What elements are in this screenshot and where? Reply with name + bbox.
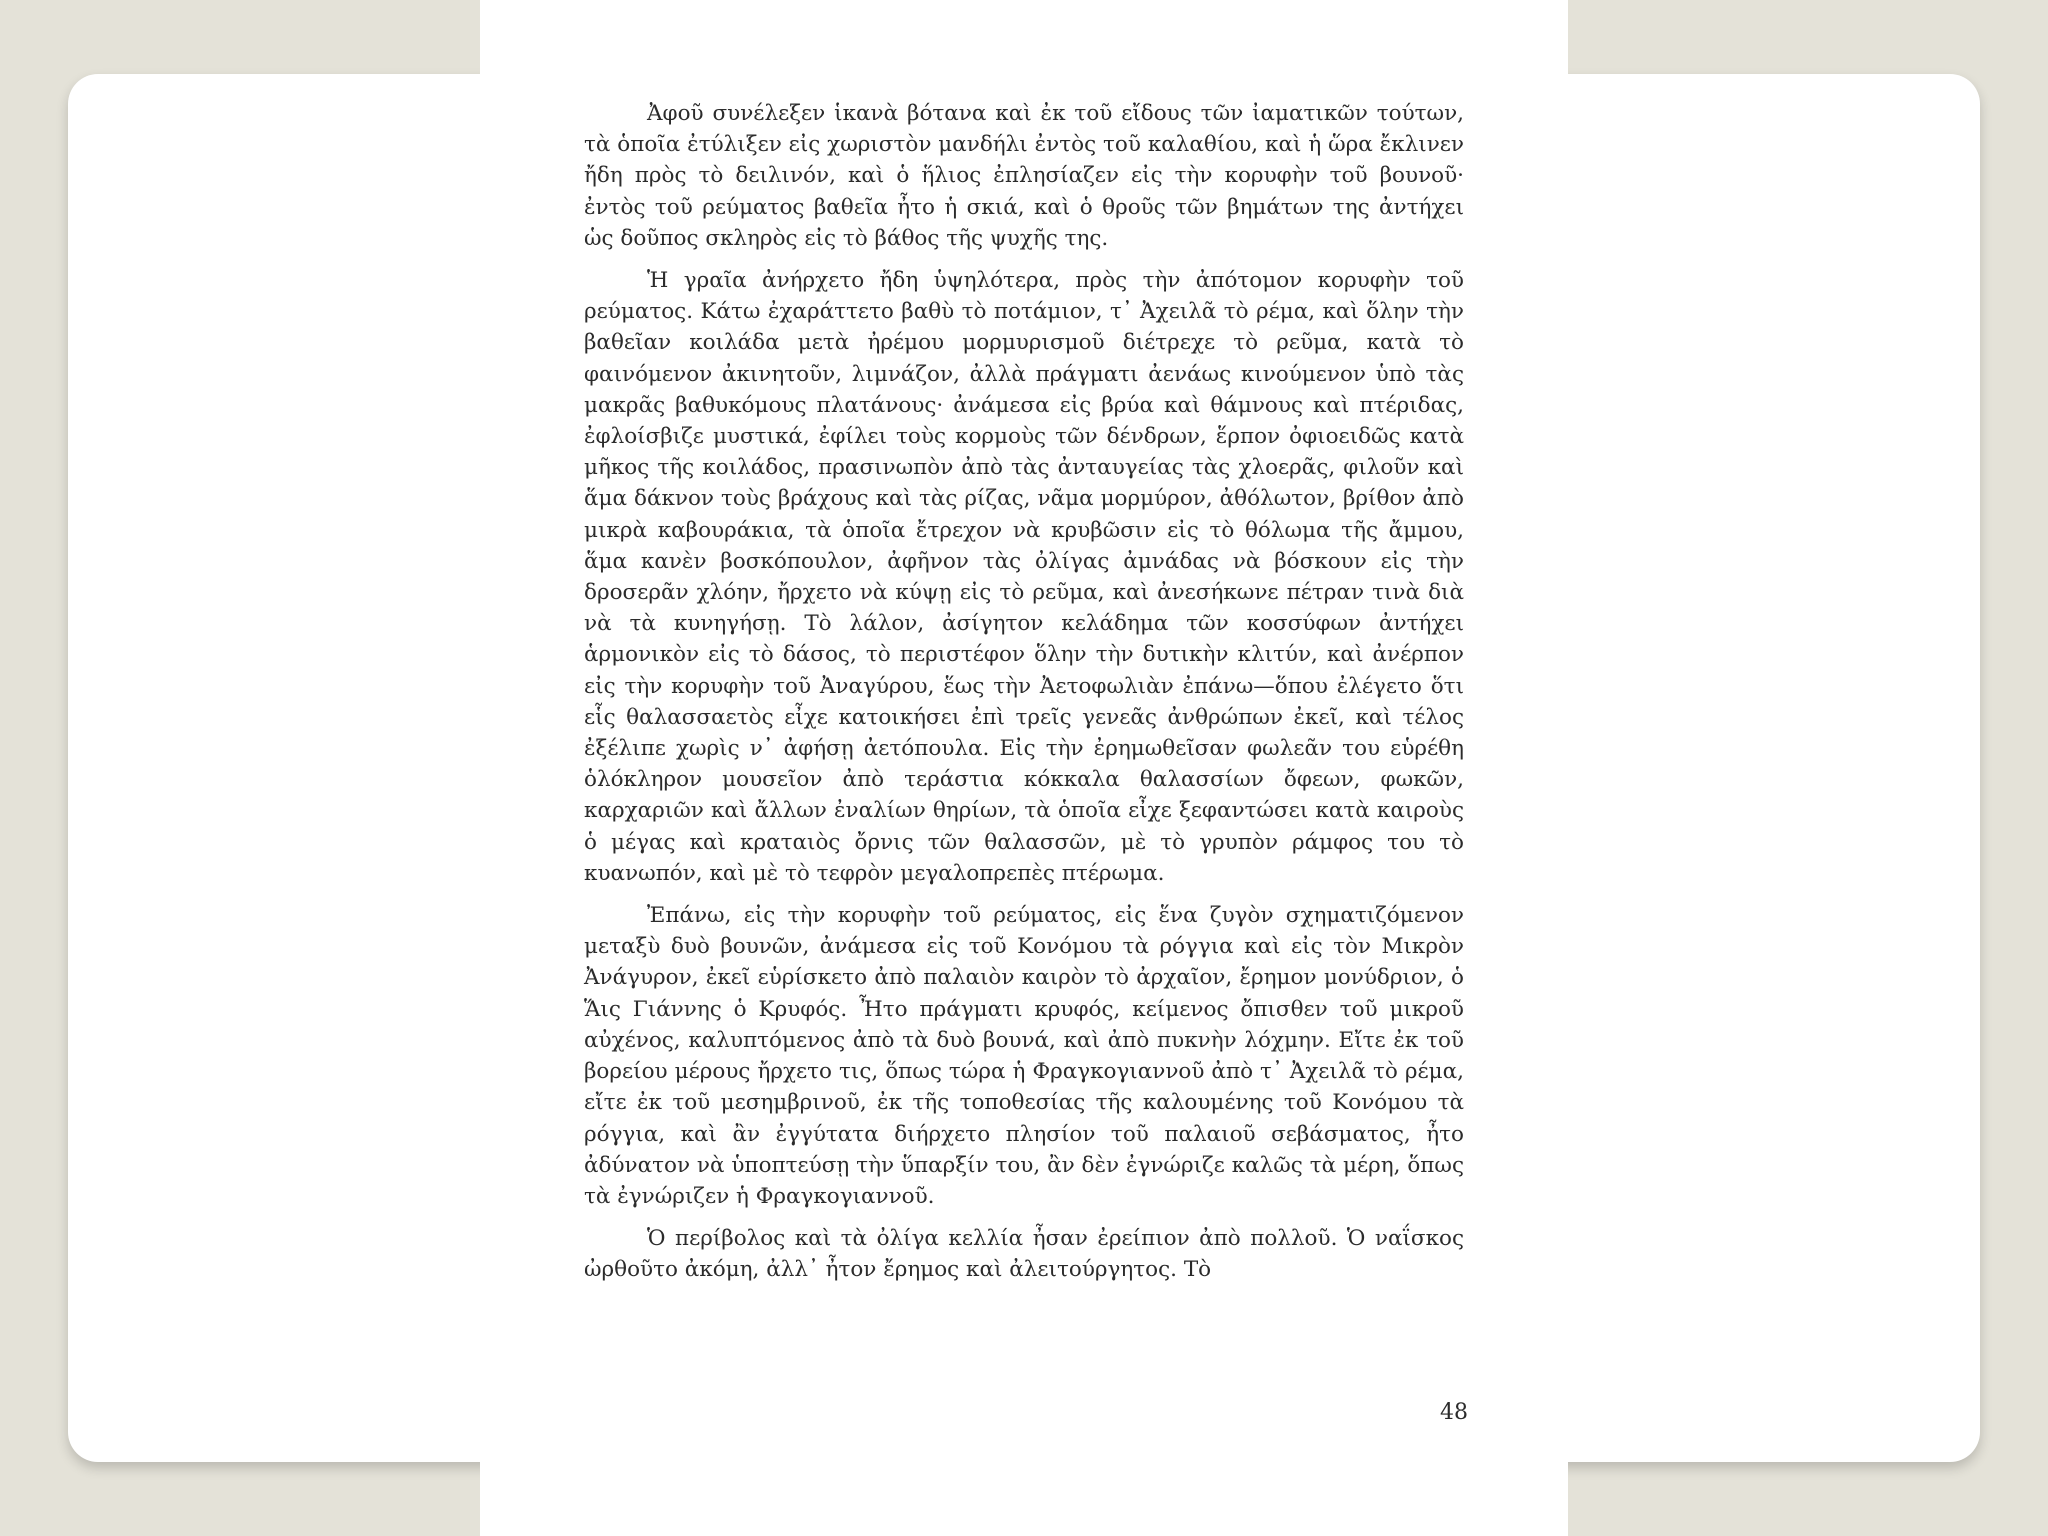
page-number: 48 <box>1440 1400 1468 1425</box>
document-page <box>480 0 1568 1536</box>
paragraph-3: Ἐπάνω, εἰς τὴν κορυφὴν τοῦ ρεύματος, εἰς ἕνα ζυγὸν σχηματιζόμενον μεταξὺ δυὸ βουνῶν, ἀνάμεσα εἰς τοῦ Κονόμου τὰ ρόγγια καὶ εἰς τὸν Μικρὸν Ἀνάγυρον, ἐκεῖ εὑρίσκετο ἀπὸ παλαιὸν καιρὸν τὸ ἀρχαῖον, ἔρημον μονύδριον, ὁ Ἅις Γιάννης ὁ Κρυφός. Ἦτο πράγματι κρυφός, κείμενος ὄπισθεν τοῦ μικροῦ αὐχένος, καλυπτόμενος ἀπὸ τὰ δυὸ βουνά, καὶ ἀπὸ πυκνὴν λόχμην. Εἴτε ἐκ τοῦ βορείου μέρους ἤρχετο τις, ὅπως τώρα ἡ Φραγκογιαννοῦ ἀπὸ τ᾽ Ἀχειλᾶ τὸ ρέμα, εἴτε ἐκ τοῦ μεσημβρινοῦ, ἐκ τῆς τοποθεσίας τῆς καλουμένης τοῦ Κονόμου τὰ ρόγγια, καὶ ἂν ἐγγύτατα διήρχετο πλησίον τοῦ παλαιοῦ σεβάσματος, ἦτο ἀδύνατον νὰ ὑποπτεύσῃ τὴν ὕπαρξίν του, ἂν δὲν ἐγνώριζε καλῶς τὰ μέρη, ὅπως τὰ ἐγνώριζεν ἡ Φραγκογιαννοῦ. <box>584 903 1464 1209</box>
paragraph-2: Ἡ γραῖα ἀνήρχετο ἤδη ὑψηλότερα, πρὸς τὴν ἀπότομον κορυφὴν τοῦ ρεύματος. Κάτω ἐχαράττετο βαθὺ τὸ ποτάμιον, τ᾽ Ἀχειλᾶ τὸ ρέμα, καὶ ὅλην τὴν βαθεῖαν κοιλάδα μετὰ ἠρέμου μορμυρισμοῦ διέτρεχε τὸ ρεῦμα, κατὰ τὸ φαινόμενον ἀκινητοῦν, λιμνάζον, ἀλλὰ πράγματι ἀενάως κινούμενον ὑπὸ τὰς μακρᾶς βαθυκόμους πλατάνους· ἀνάμεσα εἰς βρύα καὶ θάμνους καὶ πτέριδας, ἐφλοίσβιζε μυστικά, ἐφίλει τοὺς κορμοὺς τῶν δένδρων, ἕρπον ὀφιοειδῶς κατὰ μῆκος τῆς κοιλάδος, πρασινωπὸν ἀπὸ τὰς ἀνταυγείας τὰς χλοερᾶς, φιλοῦν καὶ ἅμα δάκνον τοὺς βράχους καὶ τὰς ρίζας, νᾶμα μορμύρον, ἀθόλωτον, βρίθον ἀπὸ μικρὰ καβουράκια, τὰ ὁποῖα ἔτρεχον νὰ κρυβῶσιν εἰς τὸ θόλωμα τῆς ἄμμου, ἅμα κανὲν βοσκόπουλον, ἀφῆνον τὰς ὀλίγας ἀμνάδας νὰ βόσκουν εἰς τὴν δροσερᾶν χλόην, ἤρχετο νὰ κύψῃ εἰς τὸ ρεῦμα, καὶ ἀνεσήκωνε πέτραν τινὰ διὰ νὰ τὰ κυνηγήσῃ. Τὸ λάλον, ἀσίγητον κελάδημα τῶν κοσσύφων ἀντήχει ἁρμονικὸν εἰς τὸ δάσος, τὸ περιστέφον ὅλην τὴν δυτικὴν κλιτύν, καὶ ἀνέρπον εἰς τὴν κορυφὴν τοῦ Ἀναγύρου, ἕως τὴν Ἀετοφωλιὰν ἐπάνω—ὅπου ἐλέγετο ὅτι εἷς θαλασσαετὸς εἶχε κατοικήσει ἐπὶ τρεῖς γενεᾶς ἀνθρώπων ἐκεῖ, καὶ τέλος ἐξέλιπε χωρὶς ν᾽ ἀφήσῃ ἀετόπουλα. Εἰς τὴν ἐρημωθεῖσαν φωλεᾶν του εὑρέθη ὁλόκληρον μουσεῖον ἀπὸ τεράστια κόκκαλα θαλασσίων ὄφεων, φωκῶν, καρχαριῶν καὶ ἄλλων ἐναλίων θηρίων, τὰ ὁποῖα εἶχε ξεφαντώσει κατὰ καιροὺς ὁ μέγας καὶ κραταιὸς ὄρνις τῶν θαλασσῶν, μὲ τὸ γρυπὸν ράμφος του τὸ κυανωπόν, καὶ μὲ τὸ τεφρὸν μεγαλοπρεπὲς πτέρωμα. <box>584 268 1464 886</box>
paragraph-4: Ὁ περίβολος καὶ τὰ ὀλίγα κελλία ἦσαν ἐρείπιον ἀπὸ πολλοῦ. Ὁ ναΐσκος ὠρθοῦτο ἀκόμη, ἀλλ᾽ ἦτον ἔρημος καὶ ἀλειτούργητος. Τὸ <box>584 1226 1464 1283</box>
paragraph-1: Ἀφοῦ συνέλεξεν ἱκανὰ βότανα καὶ ἐκ τοῦ εἴδους τῶν ἰαματικῶν τούτων, τὰ ὁποῖα ἐτύλιξεν εἰς χωριστὸν μανδήλι ἐντὸς τοῦ καλαθίου, καὶ ἡ ὥρα ἔκλινεν ἤδη πρὸς τὸ δειλινόν, καὶ ὁ ἥλιος ἐπλησίαζεν εἰς τὴν κορυφὴν τοῦ βουνοῦ· ἐντὸς τοῦ ρεύματος βαθεῖα ἦτο ἡ σκιά, καὶ ὁ θροῦς τῶν βημάτων της ἀντήχει ὡς δοῦπος σκληρὸς εἰς τὸ βάθος τῆς ψυχῆς της. <box>584 101 1464 251</box>
page-body-text <box>584 98 1464 1297</box>
